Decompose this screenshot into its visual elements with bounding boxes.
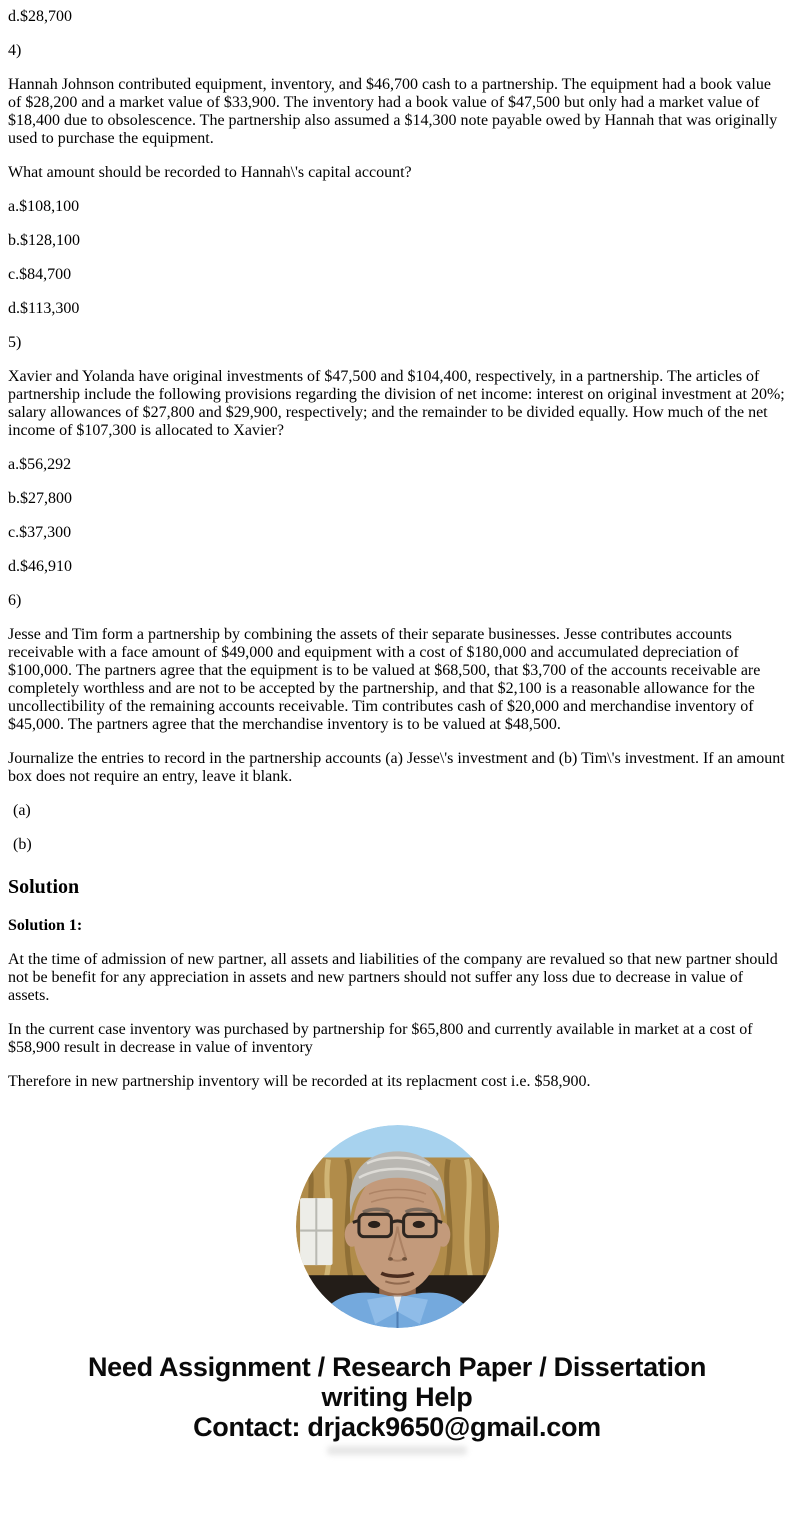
photo-window-frame: [300, 1198, 332, 1265]
document-body: [8, 8, 786, 1091]
question-number-4: 4): [8, 42, 22, 59]
solution-paragraph-2: In the current case inventory was purchased by partnership for $65,800 and currently available in market at a cost of $58,900 result in decrease in value of inventory: [8, 1021, 753, 1056]
answer-option-c: c.$84,700: [8, 266, 72, 283]
answer-option-d-previous: d.$28,700: [8, 8, 72, 25]
photo-ear-left: [344, 1222, 358, 1246]
solution-1-subheading: Solution 1:: [8, 917, 83, 934]
question-number-6: 6): [8, 592, 22, 609]
question-5-text: Xavier and Yolanda have original investments of $47,500 and $104,400, respectively, in a partnership. The articles of partnership include the following provisions regarding the division of net income: interest on original investment at 20%; salary allowances of $27,800 and $29,900, respectively; and the remainder to be divided equally. How much of the net income of $107,300 is allocated to Xavier?: [8, 368, 785, 439]
photo-eye-right: [412, 1221, 424, 1228]
solution-heading: Solution: [8, 876, 80, 898]
portrait-illustration: [296, 1125, 499, 1328]
footer-contact-line: Contact: drjack9650@gmail.com: [193, 1412, 601, 1442]
footer-line-1: Need Assignment / Research Paper / Dissertation: [87, 1352, 707, 1382]
answer-option-a: a.$56,292: [8, 456, 72, 473]
question-6-instruction: Journalize the entries to record in the partnership accounts (a) Jesse\'s investment and (b) Tim\'s investment. If an amount box does not require an entry, leave it blank.: [8, 750, 785, 785]
question-6-text: Jesse and Tim form a partnership by combining the assets of their separate businesses. Jesse contributes accounts receivable with a face amount of $49,000 and equipment with a cost of $180,000 and accumulated depreciation of $100,000. The partners agree that the equipment is to be valued at $68,500, that $3,700 of the accounts receivable are completely worthless and are not to be accepted by the partnership, and that $2,100 is a reasonable allowance for the uncollectibility of the remaining accounts receivable. Tim contributes cash of $20,000 and merchandise inventory of $45,000. The partners agree that the merchandise inventory is to be valued at $48,500.: [8, 626, 761, 733]
answer-option-b: b.$128,100: [8, 232, 80, 249]
solution-paragraph-3: Therefore in new partnership inventory will be recorded at its replacment cost i.e. $58,900.: [8, 1073, 591, 1090]
question-4-prompt: What amount should be recorded to Hannah\'s capital account?: [8, 164, 412, 181]
photo-eye-left: [368, 1221, 380, 1228]
question-number-5: 5): [8, 334, 22, 351]
answer-option-d: d.$113,300: [8, 300, 80, 317]
footer-line-2: writing Help: [321, 1382, 473, 1412]
answer-option-c: c.$37,300: [8, 524, 72, 541]
question-4-text: Hannah Johnson contributed equipment, inventory, and $46,700 cash to a partnership. The equipment had a book value of $28,200 and a market value of $33,900. The inventory had a book value of $47,500 but only had a market value of $18,400 due to obsolescence. The partnership also assumed a $14,300 note payable owed by Hannah that was originally used to purchase the equipment.: [8, 76, 778, 147]
answer-option-a: a.$108,100: [8, 198, 80, 215]
answer-option-d: d.$46,910: [8, 558, 72, 575]
solution-paragraph-1: At the time of admission of new partner, all assets and liabilities of the company are revalued so that new partner should not be benefit for any appreciation in assets and new partners should not suffer any loss due to decrease in value of assets.: [8, 951, 778, 1004]
entry-label-a: (a): [13, 802, 31, 819]
answer-option-b: b.$27,800: [8, 490, 72, 507]
tutor-portrait-photo: [296, 1125, 499, 1328]
photo-ear-right: [436, 1222, 450, 1246]
footer-banner: [8, 1352, 786, 1442]
watermark-blur: [327, 1446, 467, 1455]
entry-label-b: (b): [13, 836, 32, 853]
